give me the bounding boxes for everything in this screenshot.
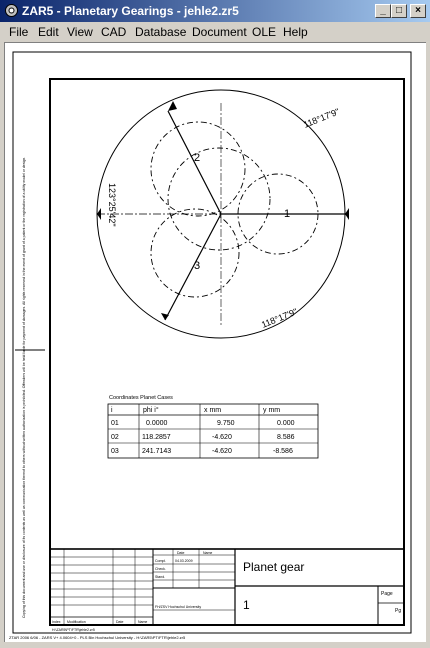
- menu-cad[interactable]: CAD: [101, 25, 127, 39]
- angle-dimension-top: 118°17'9": [302, 106, 341, 130]
- table-cell: 118.2857: [142, 434, 171, 441]
- table-cell: -8.586: [273, 448, 293, 455]
- drawing-sheet: [5, 43, 427, 643]
- planet-label-1: 1: [284, 208, 291, 220]
- table-cell: 8.586: [277, 434, 295, 441]
- menu-file[interactable]: File: [9, 25, 29, 39]
- mod-col-index: Index: [52, 620, 61, 624]
- planet-label-2: 2: [194, 152, 201, 164]
- table-cell: -4.620: [212, 434, 232, 441]
- table-cell: -4.620: [212, 448, 232, 455]
- table-cell: 9.750: [217, 420, 235, 427]
- mod-col-date: Date: [116, 620, 124, 624]
- stand-label: Stand.: [155, 575, 166, 579]
- compl-date: 04.03.2009: [175, 559, 193, 563]
- menu-help[interactable]: Help: [283, 25, 308, 39]
- mod-col-name: Name: [138, 620, 148, 624]
- menu-ole[interactable]: OLE: [252, 25, 277, 39]
- window-title: ZAR5 - Planetary Gearings - jehle2.zr5: [22, 4, 239, 18]
- zar5-app-icon[interactable]: [4, 3, 19, 18]
- planet-carrier-circle: [168, 148, 270, 250]
- table-cell: 03: [111, 448, 119, 455]
- copyright-note: Copying of this document and use or disclosure of its contents as well as communication thereof to others without written authorization is prohibited. Offenders will be held liable for payment of damages. All rights reserved in the event of grant of a patent or the registration of a utility model or design.: [22, 156, 26, 618]
- table-header-phi: phi i°: [143, 407, 159, 414]
- table-cell: 01: [111, 420, 119, 427]
- drawing-canvas[interactable]: [4, 42, 426, 642]
- drawing-frame: [50, 79, 404, 625]
- maximize-button[interactable]: □: [391, 4, 407, 18]
- close-button[interactable]: ×: [410, 4, 426, 18]
- title-bar[interactable]: [0, 0, 430, 22]
- mod-col-modification: Modification: [67, 620, 86, 624]
- dimension-arrow-top: [168, 101, 177, 111]
- check-label: Check.: [155, 567, 166, 571]
- menu-view[interactable]: View: [67, 25, 93, 39]
- angle-dimension-bottom: 118°17'9": [260, 306, 299, 330]
- title-block: [50, 549, 404, 625]
- footer-info: ZTAR 2006 6/06 - ZARS V+ 4.0604+0 - PLS Bin Hochschul University - H:\ZAR5\PT\FTR\jehle2.zr5: [9, 635, 186, 640]
- angle-dimension-left: 123°25'42": [107, 183, 117, 227]
- table-cell: 0.0000: [146, 420, 168, 427]
- dimension-arrow-left: [97, 208, 101, 220]
- menu-database[interactable]: Database: [135, 25, 187, 39]
- table-header-x: x mm: [204, 407, 222, 414]
- page-of-label: Pg: [395, 608, 402, 614]
- dimension-arrow-right: [345, 208, 349, 220]
- drawing-title: Planet gear: [243, 560, 305, 574]
- table-header-y: y mm: [263, 407, 281, 414]
- institution-name: FH/ZSV Hochschul University: [155, 605, 202, 609]
- sheet-border: [13, 52, 411, 633]
- page-label: Page: [381, 591, 393, 597]
- table-cell: 02: [111, 434, 119, 441]
- table-cell: 0.000: [277, 420, 295, 427]
- table-header-i: i: [111, 407, 113, 414]
- planet-label-3: 3: [194, 260, 201, 272]
- minimize-button[interactable]: _: [375, 4, 391, 18]
- compl-label: Compl.: [155, 559, 167, 563]
- planet-3-circle: [151, 209, 239, 297]
- menu-document[interactable]: Document: [192, 25, 247, 39]
- name-header: Name: [203, 551, 213, 555]
- sheet-number: 1: [243, 598, 250, 612]
- planet-3-arm: [165, 214, 221, 320]
- file-path: H:\ZAR5\PT\FTR\jehle2.zr5: [52, 628, 95, 632]
- table-cell: 241.7143: [142, 448, 172, 455]
- date-header: Date: [177, 551, 185, 555]
- menu-edit[interactable]: Edit: [38, 25, 59, 39]
- menu-bar: [0, 22, 430, 42]
- coordinates-table-title: Coordinates Planet Cases: [109, 395, 173, 401]
